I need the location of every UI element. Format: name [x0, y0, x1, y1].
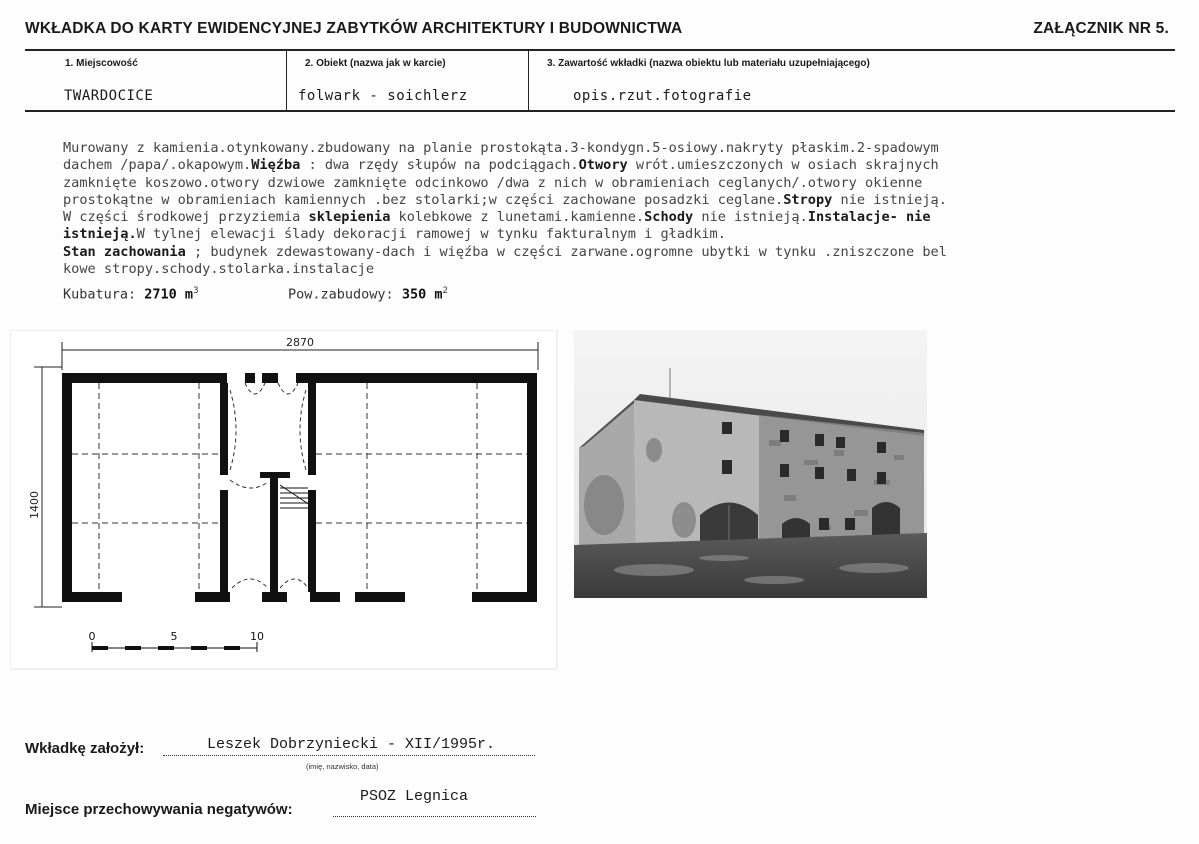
description-segment: prostokątne w obramieniach kamiennych .bez stolarki;w części zachowane posadzki ceglane.	[63, 191, 784, 208]
area-metric	[288, 286, 448, 303]
scale-label-10: 10	[250, 630, 264, 643]
founder-label: Wkładkę założył:	[25, 740, 145, 757]
description-line	[63, 261, 1173, 278]
field-label-object: 2. Obiekt (nazwa jak w karcie)	[305, 58, 446, 69]
volume-exponent: 3	[193, 286, 199, 296]
field-value-contents: opis.rzut.fotografie	[573, 88, 752, 104]
description-line	[63, 226, 1173, 243]
area-exponent: 2	[442, 286, 448, 296]
description-line	[63, 140, 1173, 157]
appendix-number: ZAŁĄCZNIK NR 5.	[1033, 20, 1169, 37]
scale-label-5: 5	[170, 630, 178, 643]
building-photograph	[574, 330, 927, 598]
description-segment: wrót.umieszczonych w osiach skrajnych	[627, 157, 939, 174]
description-text	[63, 140, 1173, 278]
storage-label: Miejsce przechowywania negatywów:	[25, 801, 293, 818]
volume-label: Kubatura:	[63, 286, 137, 303]
description-segment: W części środkowej przyziemia	[63, 209, 309, 226]
description-line	[63, 209, 1173, 226]
description-segment: W tylnej elewacji ślady dekoracji ramowej w tynku fakturalnym i gładkim.	[136, 226, 726, 243]
column-divider	[528, 51, 529, 110]
description-keyword: Stan zachowania	[63, 243, 186, 260]
description-segment: : dwa rzędy słupów na podciągach.	[300, 157, 579, 174]
description-segment: nie istnieją.	[832, 191, 947, 208]
description-segment: nie istnieją.	[693, 209, 808, 226]
volume-metric	[63, 286, 199, 303]
founder-value: Leszek Dobrzyniecki - XII/1995r.	[207, 736, 496, 753]
description-segment: kowe stropy.schody.stolarka.instalacje	[63, 261, 374, 278]
description-line	[63, 157, 1173, 174]
description-keyword: Otwory	[578, 157, 628, 174]
field-value-locality: TWARDOCICE	[64, 88, 154, 104]
field-label-locality: 1. Miejscowość	[65, 58, 138, 69]
scale-label-0: 0	[88, 630, 96, 643]
description-segment: dachem /papa/.okapowym.	[63, 157, 252, 174]
storage-dotted-line	[333, 816, 536, 817]
floor-plan-drawing	[10, 330, 558, 670]
description-segment: Murowany z kamienia.otynkowany.zbudowany na planie prostokąta.3-kondygn.5-osiowy.nakryty płaskim.2-spadowym	[63, 140, 939, 156]
document-title: WKŁADKA DO KARTY EWIDENCYJNEJ ZABYTKÓW ARCHITEKTURY I BUDOWNICTWA	[25, 20, 683, 37]
description-segment: kolebkowe z lunetami.kamienne.	[390, 209, 645, 226]
description-line	[63, 175, 1173, 192]
field-value-object: folwark - soichlerz	[298, 88, 468, 104]
fields-rule	[25, 110, 1175, 112]
description-keyword: Schody	[644, 209, 694, 226]
founder-hint: (imię, nazwisko, data)	[306, 762, 379, 771]
field-label-contents: 3. Zawartość wkładki (nazwa obiektu lub materiału uzupełniającego)	[547, 58, 870, 69]
description-keyword: sklepienia	[308, 209, 391, 226]
description-keyword: Instalacje- nie	[807, 209, 931, 226]
description-line	[63, 244, 1173, 261]
description-segment: ; budynek zdewastowany-dach i więźba w części zarwane.ogromne ubytki w tynku .zniszczone bel	[185, 243, 947, 260]
description-keyword: Stropy	[783, 191, 833, 208]
founder-dotted-line	[163, 755, 535, 756]
area-value: 350 m	[401, 286, 443, 303]
description-line	[63, 192, 1173, 209]
description-keyword: istnieją.	[63, 226, 137, 243]
description-segment: zamknięte koszowo.otwory dzwiowe zamknięte odcinkowo /dwa z nich w obramieniach ceglanych/.otwory okienne	[63, 174, 923, 191]
volume-value: 2710 m	[144, 286, 194, 303]
storage-value: PSOZ Legnica	[360, 788, 469, 805]
plan-height-dimension: 1400	[28, 491, 41, 519]
plan-width-dimension: 2870	[286, 336, 314, 349]
description-keyword: Więźba	[251, 157, 301, 174]
column-divider	[286, 51, 287, 110]
header-rule	[25, 49, 1175, 51]
area-label: Pow.zabudowy:	[288, 286, 394, 303]
